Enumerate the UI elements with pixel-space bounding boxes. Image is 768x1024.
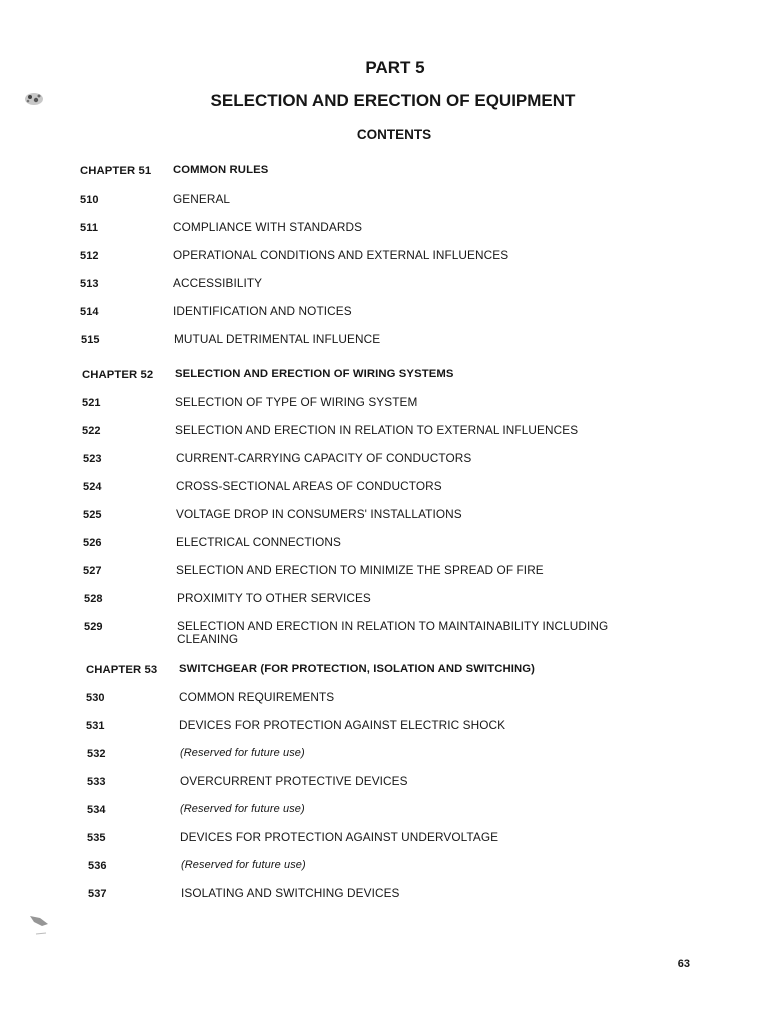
toc-number: 514 [80,306,99,318]
toc-number: CHAPTER 51 [80,165,152,177]
toc-number: 512 [80,250,99,262]
toc-number: 510 [80,194,99,206]
toc-number: 532 [87,748,106,760]
toc-number: CHAPTER 52 [82,369,154,381]
toc-title: COMPLIANCE WITH STANDARDS [173,220,363,234]
toc-section-row [80,221,640,235]
toc-section-row [87,747,647,761]
toc-title: SELECTION AND ERECTION IN RELATION TO MAINTAINABILITY INCLUDING CLEANING [177,619,609,646]
toc-title: SELECTION AND ERECTION IN RELATION TO EXTERNAL INFLUENCES [175,423,579,437]
toc-number: 522 [82,425,101,437]
toc-section-row [83,564,643,578]
toc-section-row [80,277,640,291]
toc-number: 535 [87,832,106,844]
toc-title: (Reserved for future use) [180,803,305,815]
toc-title: (Reserved for future use) [180,747,305,759]
toc-title: COMMON REQUIREMENTS [179,690,335,704]
toc-number: 515 [81,334,100,346]
toc-number: 527 [83,565,102,577]
toc-title: ACCESSIBILITY [173,276,263,290]
toc-title: OPERATIONAL CONDITIONS AND EXTERNAL INFLUENCES [173,248,509,262]
toc-title: CROSS-SECTIONAL AREAS OF CONDUCTORS [176,479,442,493]
toc-title: MUTUAL DETRIMENTAL INFLUENCE [174,332,381,346]
toc-title: OVERCURRENT PROTECTIVE DEVICES [180,774,408,788]
toc-title: SELECTION OF TYPE OF WIRING SYSTEM [175,395,418,409]
toc-number: 526 [83,537,102,549]
toc-number: CHAPTER 53 [86,664,158,676]
toc-title: SELECTION AND ERECTION TO MINIMIZE THE SPREAD OF FIRE [176,563,544,577]
toc-section-row [87,803,647,817]
toc-section-row [83,480,643,494]
toc-chapter-row [82,368,642,382]
toc-title: IDENTIFICATION AND NOTICES [173,304,352,318]
toc-number: 531 [86,720,105,732]
document-title: SELECTION AND ERECTION OF EQUIPMENT [210,91,576,110]
toc-section-row [82,396,642,410]
toc-number: 534 [87,804,106,816]
toc-number: 533 [87,776,106,788]
toc-title: CURRENT-CARRYING CAPACITY OF CONDUCTORS [176,451,472,465]
toc-number: 537 [88,888,107,900]
toc-number: 529 [84,621,103,633]
toc-chapter-row [80,164,640,178]
toc-number: 525 [83,509,102,521]
toc-section-row [81,333,641,347]
contents-heading: CONTENTS [356,127,432,142]
toc-section-row [84,592,644,606]
toc-section-row [80,305,640,319]
toc-section-row [88,859,648,873]
toc-title: DEVICES FOR PROTECTION AGAINST ELECTRIC SHOCK [179,718,506,732]
toc-number: 524 [83,481,102,493]
toc-section-row [83,452,643,466]
toc-title: PROXIMITY TO OTHER SERVICES [177,591,371,605]
toc-section-row [82,424,642,438]
toc-title: VOLTAGE DROP IN CONSUMERS' INSTALLATIONS [176,507,462,521]
toc-number: 523 [83,453,102,465]
toc-title: COMMON RULES [173,164,269,176]
toc-title: DEVICES FOR PROTECTION AGAINST UNDERVOLTAGE [180,830,499,844]
toc-title: SWITCHGEAR (FOR PROTECTION, ISOLATION AND SWITCHING) [179,663,536,675]
part-title: PART 5 [365,58,425,77]
toc-section-row [83,536,643,550]
toc-number: 528 [84,593,103,605]
toc-section-row [87,831,647,845]
toc-chapter-row [86,663,646,677]
toc-section-row [84,620,644,646]
toc-section-row [88,887,648,901]
toc-section-row [86,719,646,733]
toc-title: ELECTRICAL CONNECTIONS [176,535,341,549]
toc-section-row [87,775,647,789]
toc-section-row [83,508,643,522]
toc-number: 536 [88,860,107,872]
toc-title: SELECTION AND ERECTION OF WIRING SYSTEMS [175,368,454,380]
toc-number: 511 [80,222,99,234]
toc-title: ISOLATING AND SWITCHING DEVICES [181,886,400,900]
toc-section-row [80,193,640,207]
toc-section-row [80,249,640,263]
toc-number: 521 [82,397,101,409]
page-number: 63 [677,958,690,970]
toc-title: (Reserved for future use) [181,859,306,871]
toc-number: 530 [86,692,105,704]
toc-title: GENERAL [173,192,231,206]
toc-number: 513 [80,278,99,290]
toc-section-row [86,691,646,705]
scan-speck-icon [26,908,56,938]
